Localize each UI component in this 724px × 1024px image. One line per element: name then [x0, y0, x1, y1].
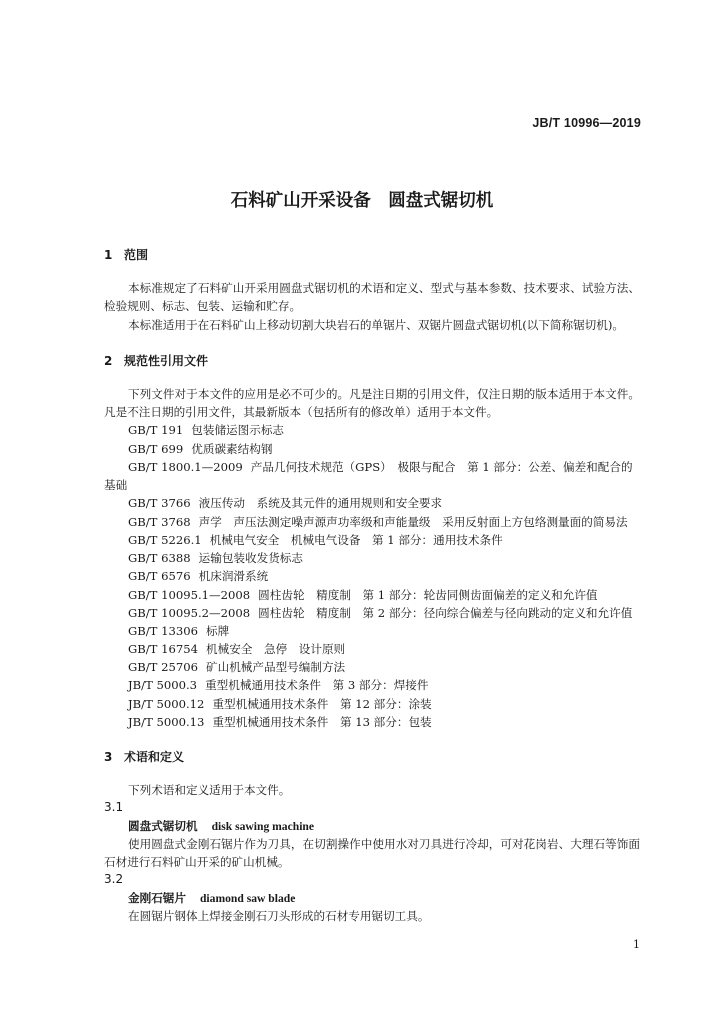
reference-item: GB/T 16754 机械安全 急停 设计原则 — [128, 642, 346, 656]
term-en: diamond saw blade — [199, 892, 296, 905]
scope-paragraph-2: 本标准适用于在石料矿山上移动切割大块岩石的单锯片、双锯片圆盘式锯切机(以下简称锯切机)。 — [128, 318, 624, 332]
reference-item: GB/T 191 包装储运图示标志 — [128, 423, 285, 437]
references-intro-paragraph: 下列文件对于本文件的应用是必不可少的。凡是注日期的引用文件，仅注日期的版本适用于本文件。凡是不注日期的引用文件，其最新版本（包括所有的修改单）适用于本文件。 — [104, 387, 640, 419]
term-zh: 圆盘式锯切机 — [128, 819, 198, 833]
clause-number: 3.1 — [104, 800, 124, 814]
section-number: 2 — [104, 354, 113, 368]
section-heading-normative-references — [104, 352, 208, 369]
term-definition: 使用圆盘式金刚石锯片作为刀具，在切割操作中使用水对刀具进行冷却，可对花岗岩、大理石等饰面石材进行石料矿山开采的矿山机械。 — [104, 837, 640, 869]
reference-item: GB/T 25706 矿山机械产品型号编制方法 — [128, 660, 346, 674]
section-heading-scope — [104, 246, 148, 263]
term-en: disk sawing machine — [211, 820, 315, 833]
term-heading — [128, 890, 295, 906]
reference-item: GB/T 3768 声学 声压法测定噪声源声功率级和声能量级 采用反射面上方包络测量面的简易法 — [128, 515, 628, 529]
section-title: 术语和定义 — [124, 750, 185, 764]
scope-paragraph-1: 本标准规定了石料矿山开采用圆盘式锯切机的术语和定义、型式与基本参数、技术要求、试验方法、检验规则、标志、包装、运输和贮存。 — [104, 281, 640, 313]
reference-item: JB/T 5000.13 重型机械通用技术条件 第 13 部分：包装 — [128, 715, 432, 729]
reference-item: GB/T 1800.1—2009 产品几何技术规范（GPS） 极限与配合 第 1 部分：公差、偏差和配合的基础 — [104, 460, 633, 492]
section-title: 规范性引用文件 — [124, 354, 209, 368]
reference-item: GB/T 13306 标牌 — [128, 624, 230, 638]
term-definition: 在圆锯片钢体上焊接金刚石刀头形成的石材专用锯切工具。 — [128, 909, 430, 923]
reference-item: GB/T 3766 液压传动 系统及其元件的通用规则和安全要求 — [128, 496, 443, 510]
page-number: 1 — [633, 938, 640, 951]
standard-code: JB/T 10996—2019 — [532, 116, 641, 130]
section-number: 1 — [104, 248, 113, 262]
term-heading — [128, 818, 314, 834]
reference-item: JB/T 5000.3 重型机械通用技术条件 第 3 部分：焊接件 — [128, 678, 429, 692]
reference-item: GB/T 10095.1—2008 圆柱齿轮 精度制 第 1 部分：轮齿同侧齿面偏差的定义和允许值 — [128, 588, 598, 602]
terms-intro-paragraph: 下列术语和定义适用于本文件。 — [128, 783, 291, 797]
reference-item: GB/T 5226.1 机械电气安全 机械电气设备 第 1 部分：通用技术条件 — [128, 533, 503, 547]
section-heading-terms — [104, 748, 184, 765]
clause-number: 3.2 — [104, 872, 124, 886]
term-zh: 金刚石锯片 — [128, 891, 186, 905]
document-title: 石料矿山开采设备 圆盘式锯切机 — [230, 191, 494, 211]
reference-item: GB/T 699 优质碳素结构钢 — [128, 442, 273, 456]
reference-item: JB/T 5000.12 重型机械通用技术条件 第 12 部分：涂装 — [128, 697, 432, 711]
reference-item: GB/T 10095.2—2008 圆柱齿轮 精度制 第 2 部分：径向综合偏差与径向跳动的定义和允许值 — [128, 606, 633, 620]
reference-item: GB/T 6388 运输包装收发货标志 — [128, 551, 303, 565]
reference-item: GB/T 6576 机床润滑系统 — [128, 569, 269, 583]
section-number: 3 — [104, 750, 113, 764]
section-title: 范围 — [124, 248, 149, 262]
